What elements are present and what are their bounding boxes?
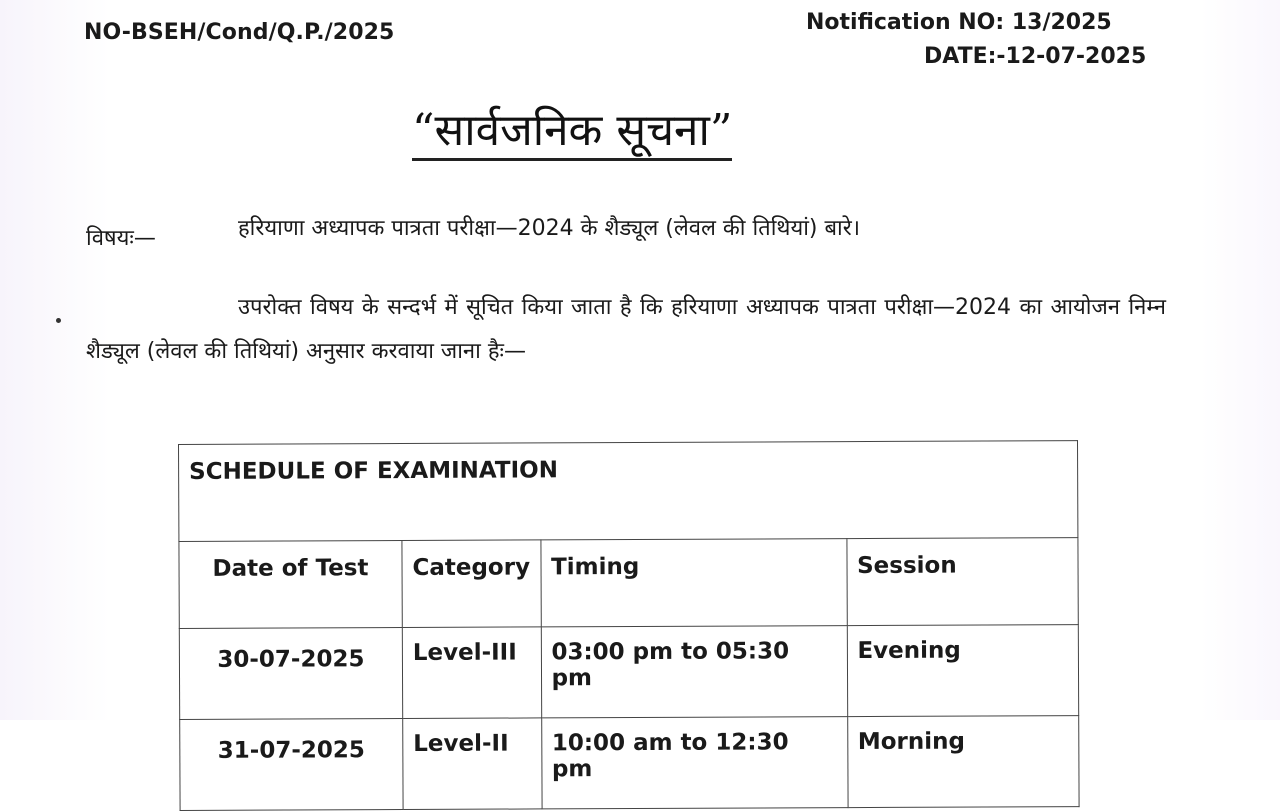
table-header-row (179, 538, 1078, 629)
cell-category: Level-III (402, 627, 541, 719)
column-header-date: Date of Test (179, 541, 402, 629)
column-header-session: Session (846, 538, 1078, 626)
notification-number: Notification NO: 13/2025 (806, 10, 1112, 35)
schedule-caption: SCHEDULE OF EXAMINATION (179, 441, 1078, 542)
cell-timing: 03:00 pm to 05:30 pm (541, 626, 847, 718)
margin-dot (56, 318, 61, 323)
table-row (179, 625, 1078, 720)
cell-session: Morning (847, 716, 1079, 808)
table-row (180, 716, 1079, 811)
page-title (412, 98, 732, 158)
subject-text: हरियाणा अध्यापक पात्रता परीक्षा—2024 के शैड्यूल (लेवल की तिथियां) बारे। (238, 216, 861, 241)
schedule-table (178, 440, 1080, 811)
column-header-category: Category (402, 540, 541, 628)
cell-category: Level-II (403, 718, 542, 810)
reference-number: NO-BSEH/Cond/Q.P./2025 (84, 20, 395, 45)
cell-timing: 10:00 am to 12:30 pm (541, 717, 847, 809)
schedule-caption-row (179, 441, 1078, 542)
cell-session: Evening (847, 625, 1079, 717)
title-text: “सार्वजनिक सूचना” (412, 105, 732, 161)
body-paragraph: उपरोक्त विषय के सन्दर्भ में सूचित किया जाता है कि हरियाणा अध्यापक पात्रता परीक्षा—2024 का आयोजन निम्न शैड्यूल (लेवल की तिथियां) अनुसार करवाया जाना हैः— (86, 295, 1166, 364)
subject-label: विषयः— (86, 226, 156, 251)
cell-date: 31-07-2025 (180, 719, 403, 811)
notification-date: DATE:-12-07-2025 (924, 44, 1147, 69)
cell-date: 30-07-2025 (179, 628, 402, 720)
column-header-timing: Timing (540, 539, 846, 627)
